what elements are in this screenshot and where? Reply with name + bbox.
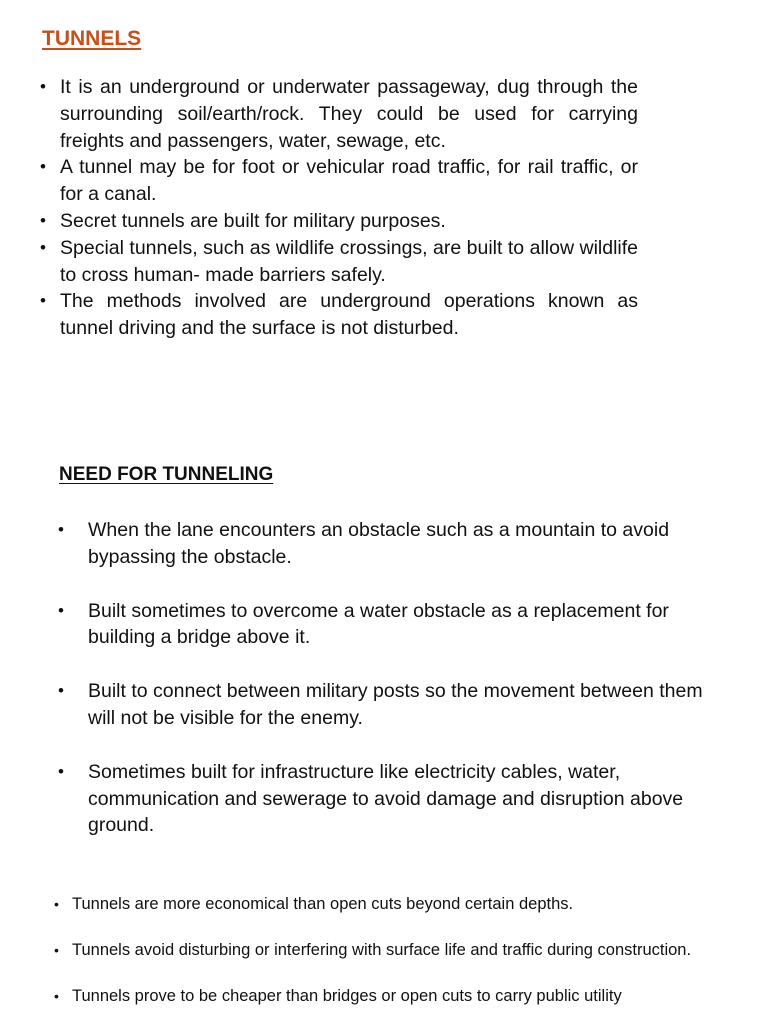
- list-item-text: The methods involved are underground operations known as tunnel driving and the surface is not disturbed.: [60, 290, 638, 340]
- list-item-text: Tunnels are more economical than open cuts beyond certain depths.: [72, 895, 574, 913]
- list-item: [58, 759, 718, 839]
- bullet-icon: •: [54, 942, 59, 958]
- list-item: [40, 235, 638, 289]
- list-item-text: A tunnel may be for foot or vehicular road traffic, for rail traffic, or for a canal.: [60, 156, 638, 206]
- list-item-text: Built sometimes to overcome a water obstacle as a replacement for building a bridge above it.: [88, 599, 669, 649]
- list-item: [58, 517, 718, 571]
- bullet-icon: •: [58, 600, 64, 620]
- need-for-tunneling-list: [58, 517, 718, 866]
- bullet-icon: •: [54, 988, 59, 1004]
- list-item-text: It is an underground or underwater passageway, dug through the surrounding soil/earth/rock. They could be used for carrying freights and passengers, water, sewage, etc.: [60, 76, 638, 152]
- list-item: [40, 288, 638, 342]
- bullet-icon: •: [40, 210, 46, 230]
- bullet-icon: •: [40, 237, 46, 257]
- section-title-need-for-tunneling: NEED FOR TUNNELING: [59, 464, 274, 485]
- list-item: [40, 154, 638, 208]
- bullet-icon: •: [58, 520, 64, 539]
- list-item: [40, 74, 638, 154]
- bullet-icon: •: [40, 291, 46, 311]
- list-item-text: Built to connect between military posts so the movement between them will not be visible for the enemy.: [88, 680, 703, 729]
- list-item: [58, 678, 718, 732]
- list-item: [58, 598, 718, 652]
- list-item: [54, 893, 700, 916]
- bullet-icon: •: [40, 77, 46, 96]
- list-item-text: Tunnels avoid disturbing or interfering with surface life and traffic during construction.: [72, 941, 692, 959]
- bullet-icon: •: [58, 761, 64, 781]
- list-item-text: Tunnels prove to be cheaper than bridges or open cuts to carry public utility: [72, 987, 622, 1005]
- list-item: [54, 939, 700, 962]
- bullet-icon: •: [54, 896, 59, 912]
- advantages-list: [54, 893, 700, 1031]
- bullet-icon: •: [40, 157, 46, 177]
- list-item-text: When the lane encounters an obstacle such as a mountain to avoid bypassing the obstacle.: [88, 519, 670, 568]
- section-title-tunnels: TUNNELS: [42, 27, 142, 50]
- list-item-text: Special tunnels, such as wildlife crossings, are built to allow wildlife to cross human- made barriers safely.: [60, 236, 638, 286]
- bullet-icon: •: [58, 681, 64, 701]
- tunnels-bullet-list: [40, 74, 638, 342]
- list-item-text: Secret tunnels are built for military purposes.: [60, 209, 446, 232]
- list-item: [54, 985, 700, 1008]
- list-item-text: Sometimes built for infrastructure like electricity cables, water, communication and sewerage to avoid damage and disruption above ground.: [88, 760, 684, 837]
- list-item: [40, 208, 638, 235]
